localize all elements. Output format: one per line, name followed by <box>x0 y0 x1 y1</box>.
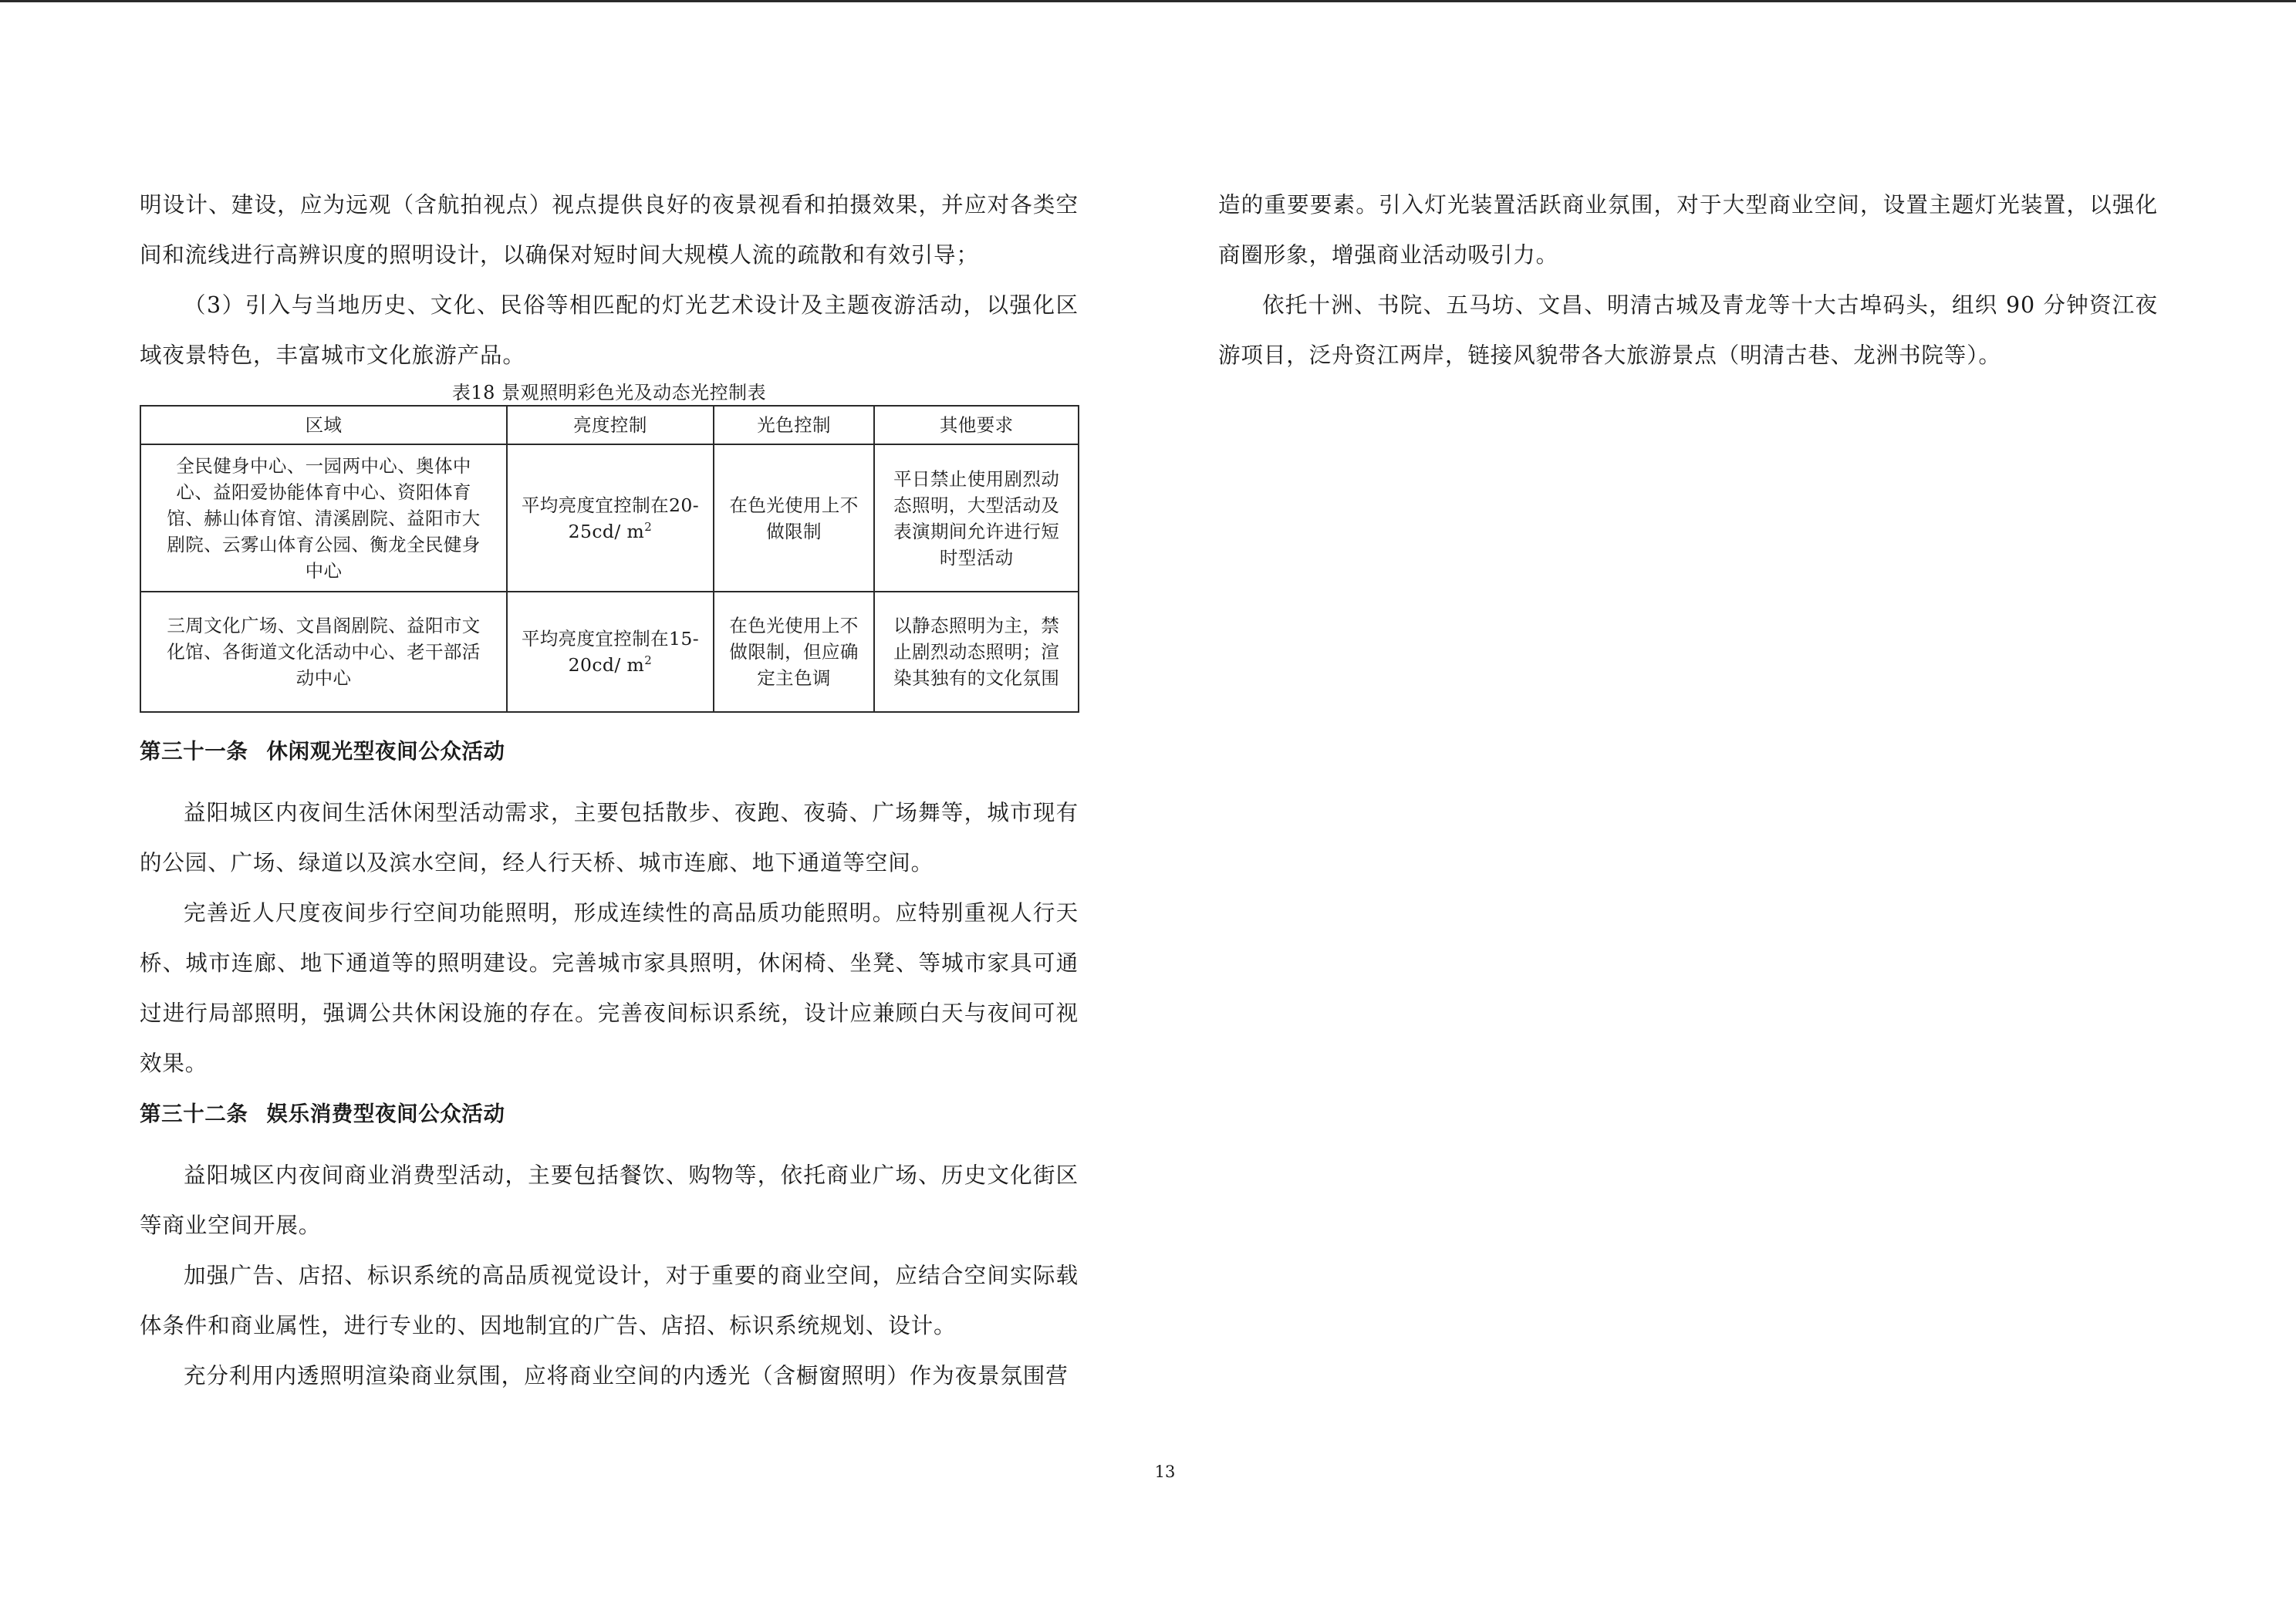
body-paragraph: 完善近人尺度夜间步行空间功能照明，形成连续性的高品质功能照明。应特别重视人行天桥、城市连廊、地下通道等的照明建设。完善城市家具照明，休闲椅、坐凳、等城市家具可通过进行局部照明，强调公共休闲设施的存在。完善夜间标识系统，设计应兼顾白天与夜间可视效果。 <box>140 900 1079 1076</box>
table-cell-other: 以静态照明为主，禁止剧烈动态照明；渲染其独有的文化氛围 <box>874 592 1079 712</box>
table-header-cell: 其他要求 <box>874 406 1079 444</box>
body-paragraph: 明设计、建设，应为远观（含航拍视点）视点提供良好的夜景视看和拍摄效果，并应对各类空间和流线进行高辨识度的照明设计，以确保对短时间大规模人流的疏散和有效引导； <box>140 192 1079 268</box>
table-cell-brightness <box>507 444 714 592</box>
table-row <box>140 592 1079 712</box>
body-paragraph: 益阳城区内夜间生活休闲型活动需求，主要包括散步、夜跑、夜骑、广场舞等，城市现有的公园、广场、绿道以及滨水空间，经人行天桥、城市连廊、地下通道等空间。 <box>140 800 1079 876</box>
table-cell-region: 三周文化广场、文昌阁剧院、益阳市文化馆、各街道文化活动中心、老干部活动中心 <box>140 592 507 712</box>
article-title: 休闲观光型夜间公众活动 <box>266 739 505 764</box>
body-paragraph: 依托十洲、书院、五马坊、文昌、明清古城及青龙等十大古埠码头，组织 90 分钟资江夜游项目，泛舟资江两岸，链接风貌带各大旅游景点（明清古巷、龙洲书院等）。 <box>1218 292 2158 368</box>
table-header-cell: 亮度控制 <box>507 406 714 444</box>
article-title: 娱乐消费型夜间公众活动 <box>266 1102 505 1126</box>
table-header-row <box>140 406 1079 444</box>
article-number: 第三十二条 <box>140 1102 248 1126</box>
body-paragraph: 造的重要要素。引入灯光装置活跃商业氛围，对于大型商业空间，设置主题灯光装置，以强化商圈形象，增强商业活动吸引力。 <box>1218 192 2158 268</box>
brightness-text: 平均亮度宜控制在15-20cd/ m <box>521 628 700 676</box>
article-heading <box>140 1095 1079 1132</box>
table-caption: 表18 景观照明彩色光及动态光控制表 <box>451 382 767 403</box>
lighting-control-table <box>140 405 1079 713</box>
body-paragraph: 充分利用内透照明渲染商业氛围，应将商业空间的内透光（含橱窗照明）作为夜景氛围营 <box>184 1363 1069 1388</box>
brightness-text: 平均亮度宜控制在20-25cd/ m <box>521 494 700 542</box>
body-paragraph: 加强广告、店招、标识系统的高品质视觉设计，对于重要的商业空间，应结合空间实际载体条件和商业属性，进行专业的、因地制宜的广告、店招、标识系统规划、设计。 <box>140 1263 1079 1338</box>
table-header-cell: 光色控制 <box>714 406 875 444</box>
table-row <box>140 444 1079 592</box>
table-cell-color: 在色光使用上不做限制 <box>714 444 875 592</box>
table-cell-brightness <box>507 592 714 712</box>
left-column <box>140 180 1079 1401</box>
right-column <box>1218 180 2158 380</box>
body-paragraph: （3）引入与当地历史、文化、民俗等相匹配的灯光艺术设计及主题夜游活动，以强化区域夜景特色，丰富城市文化旅游产品。 <box>140 292 1079 368</box>
table-cell-other: 平日禁止使用剧烈动态照明，大型活动及表演期间允许进行短时型活动 <box>874 444 1079 592</box>
top-border-rule <box>0 0 2296 2</box>
page-number: 13 <box>1154 1463 1176 1481</box>
table-cell-region: 全民健身中心、一园两中心、奥体中心、益阳爱协能体育中心、资阳体育馆、赫山体育馆、清溪剧院、益阳市大剧院、云雾山体育公园、衡龙全民健身中心 <box>140 444 507 592</box>
unit-exponent: 2 <box>644 519 653 534</box>
table-header-cell: 区域 <box>140 406 507 444</box>
article-number: 第三十一条 <box>140 739 248 764</box>
article-heading <box>140 733 1079 770</box>
unit-exponent: 2 <box>644 653 653 668</box>
table-cell-color: 在色光使用上不做限制，但应确定主色调 <box>714 592 875 712</box>
body-paragraph: 益阳城区内夜间商业消费型活动，主要包括餐饮、购物等，依托商业广场、历史文化街区等商业空间开展。 <box>140 1162 1079 1238</box>
